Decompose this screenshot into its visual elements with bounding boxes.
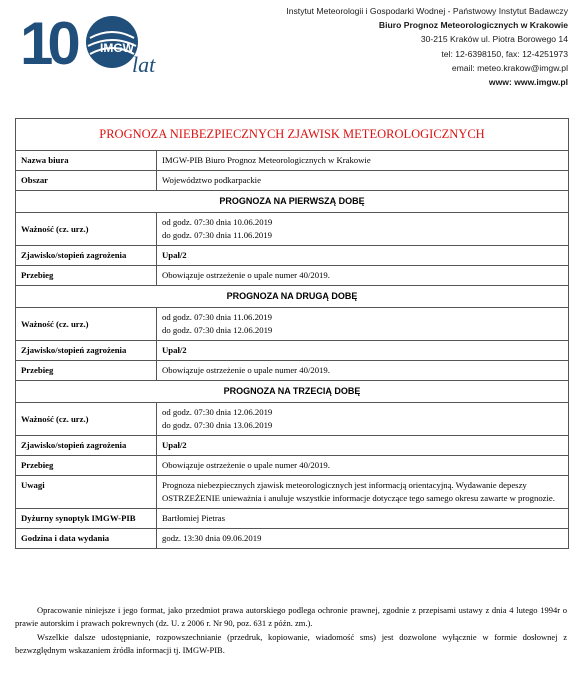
value-course: Obowiązuje ostrzeżenie o upale numer 40/2019. bbox=[157, 361, 569, 381]
validity-from: od godz. 07:30 dnia 12.06.2019 bbox=[162, 407, 273, 417]
value-office: IMGW-PIB Biuro Prognoz Meteorologicznych w Krakowie bbox=[157, 151, 569, 171]
validity-to: do godz. 07:30 dnia 11.06.2019 bbox=[162, 230, 272, 240]
svg-text:lat: lat bbox=[132, 52, 156, 77]
label-phenomenon: Zjawisko/stopień zagrożenia bbox=[16, 246, 157, 266]
label-phenomenon: Zjawisko/stopień zagrożenia bbox=[16, 436, 157, 456]
table-row bbox=[16, 509, 569, 529]
office-name: Biuro Prognoz Meteorologicznych w Krakowie bbox=[378, 20, 568, 31]
label-synoptic: Dyżurny synoptyk IMGW-PIB bbox=[16, 509, 157, 529]
forecast-table bbox=[15, 118, 569, 549]
validity-to: do godz. 07:30 dnia 12.06.2019 bbox=[162, 325, 273, 335]
label-remarks: Uwagi bbox=[16, 476, 157, 509]
table-row bbox=[16, 171, 569, 191]
label-phenomenon: Zjawisko/stopień zagrożenia bbox=[16, 341, 157, 361]
value-course: Obowiązuje ostrzeżenie o upale numer 40/2019. bbox=[157, 456, 569, 476]
phone-fax: tel: 12-6398150, fax: 12-4251973 bbox=[441, 48, 568, 59]
value-phenomenon: Upał/2 bbox=[157, 341, 569, 361]
institute-name: Instytut Meteorologii i Gospodarki Wodnej - Państwowy Instytut Badawczy bbox=[286, 6, 568, 16]
value-area: Województwo podkarpackie bbox=[157, 171, 569, 191]
table-row bbox=[16, 341, 569, 361]
label-issued: Godzina i data wydania bbox=[16, 529, 157, 549]
institute-header bbox=[286, 4, 568, 89]
table-row bbox=[16, 529, 569, 549]
value-validity bbox=[157, 403, 569, 436]
section-heading-day3: PROGNOZA NA TRZECIĄ DOBĘ bbox=[16, 381, 569, 403]
validity-to: do godz. 07:30 dnia 13.06.2019 bbox=[162, 420, 273, 430]
distribution-notice: Wszelkie dalsze udostępnianie, rozpowszechnianie (przedruk, kopiowanie, wiadomość sms) jest dozwolone wyłącznie w formie dosłownej z bezwzględnym wskazaniem źródła informacji tj. IMGW-PIB. bbox=[15, 632, 567, 655]
table-row bbox=[16, 436, 569, 456]
copyright-notice: Opracowanie niniejsze i jego format, jako przedmiot prawa autorskiego podlega ochronie prawnej, zgodnie z przepisami ustawy z dnia 4 lutego 1994r o prawie autorskim i prawach pokrewnych (dz. U. z 2006 r. Nr 90, poz. 631 z późn. zm.). bbox=[15, 605, 567, 628]
table-row bbox=[16, 361, 569, 381]
table-row bbox=[16, 403, 569, 436]
table-row bbox=[16, 456, 569, 476]
label-area: Obszar bbox=[16, 171, 157, 191]
table-row bbox=[16, 308, 569, 341]
value-validity bbox=[157, 213, 569, 246]
table-row bbox=[16, 151, 569, 171]
table-row bbox=[16, 476, 569, 509]
svg-text:IMGW: IMGW bbox=[100, 41, 134, 55]
label-validity: Ważność (cz. urz.) bbox=[16, 213, 157, 246]
label-course: Przebieg bbox=[16, 456, 157, 476]
table-row bbox=[16, 213, 569, 246]
website: www: www.imgw.pl bbox=[488, 77, 568, 88]
value-phenomenon: Upał/2 bbox=[157, 436, 569, 456]
validity-from: od godz. 07:30 dnia 10.06.2019 bbox=[162, 217, 273, 227]
value-phenomenon: Upał/2 bbox=[157, 246, 569, 266]
label-validity: Ważność (cz. urz.) bbox=[16, 308, 157, 341]
label-course: Przebieg bbox=[16, 361, 157, 381]
email: email: meteo.krakow@imgw.pl bbox=[451, 62, 568, 73]
label-office: Nazwa biura bbox=[16, 151, 157, 171]
section-heading-day2: PROGNOZA NA DRUGĄ DOBĘ bbox=[16, 286, 569, 308]
table-row bbox=[16, 246, 569, 266]
value-course: Obowiązuje ostrzeżenie o upale numer 40/2019. bbox=[157, 266, 569, 286]
address: 30-215 Kraków ul. Piotra Borowego 14 bbox=[420, 34, 568, 45]
validity-from: od godz. 07:30 dnia 11.06.2019 bbox=[162, 312, 272, 322]
page-title: PROGNOZA NIEBEZPIECZNYCH ZJAWISK METEOROLOGICZNYCH bbox=[16, 119, 569, 151]
imgw-100-lat-logo bbox=[20, 8, 170, 78]
value-validity bbox=[157, 308, 569, 341]
section-heading-day1: PROGNOZA NA PIERWSZĄ DOBĘ bbox=[16, 191, 569, 213]
value-issued: godz. 13:30 dnia 09.06.2019 bbox=[157, 529, 569, 549]
value-remarks: Prognoza niebezpiecznych zjawisk meteorologicznych jest informacją orientacyjną. Wydawanie depeszy OSTRZEŻENIE unieważnia i anuluje wszystkie informacje dotyczące tego samego okresu zawarte w prognozie. bbox=[157, 476, 569, 509]
label-course: Przebieg bbox=[16, 266, 157, 286]
value-synoptic: Bartłomiej Pietras bbox=[157, 509, 569, 529]
table-row bbox=[16, 266, 569, 286]
label-validity: Ważność (cz. urz.) bbox=[16, 403, 157, 436]
svg-text:10: 10 bbox=[20, 10, 75, 77]
